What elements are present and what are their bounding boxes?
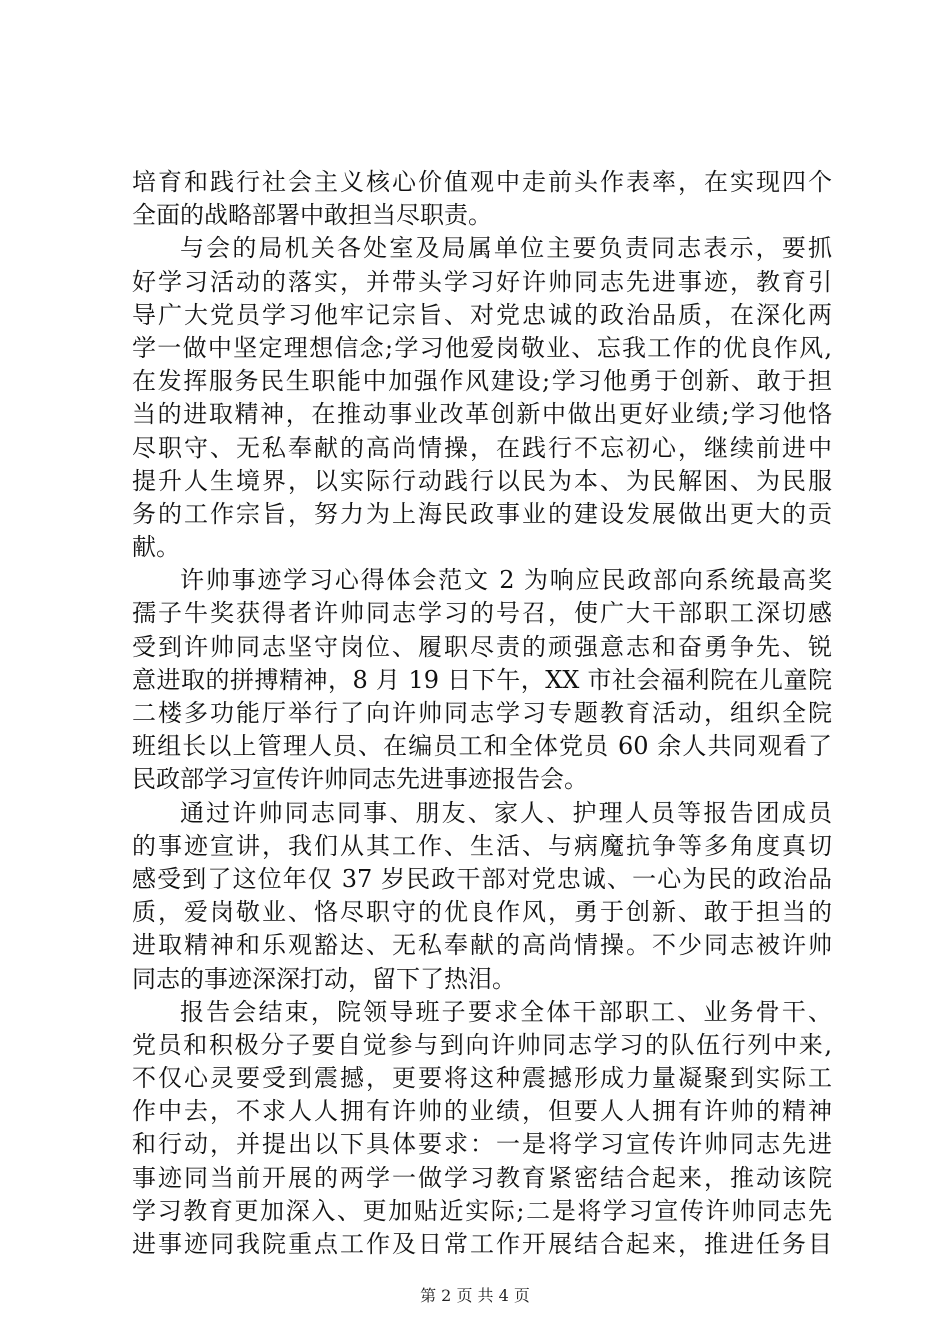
- text-line: 民政部学习宣传许帅同志先进事迹报告会。: [132, 765, 588, 794]
- text-line: 的事迹宣讲，我们从其工作、生活、与病魔抗争等多角度真切: [132, 831, 832, 860]
- text-line: 在发挥服务民生职能中加强作风建设;学习他勇于创新、敢于担: [132, 367, 832, 396]
- text-line: 与会的局机关各处室及局属单位主要负责同志表示，要抓: [180, 234, 832, 263]
- text-line: 学一做中坚定理想信念;学习他爱岗敬业、忘我工作的优良作风,: [132, 333, 832, 362]
- text-line: 通过许帅同志同事、朋友、家人、护理人员等报告团成员: [180, 798, 832, 827]
- text-line: 学习教育更加深入、更加贴近实际;二是将学习宣传许帅同志先: [132, 1196, 832, 1225]
- text-line: 感受到了这位年仅 37 岁民政干部对党忠诚、一心为民的政治品: [132, 864, 832, 893]
- text-line: 党员和积极分子要自觉参与到向许帅同志学习的队伍行列中来,: [132, 1030, 832, 1059]
- text-line: 报告会结束，院领导班子要求全体干部职工、业务骨干、: [180, 997, 832, 1026]
- text-line: 好学习活动的落实，并带头学习好许帅同志先进事迹，教育引: [132, 267, 832, 296]
- text-line: 全面的战略部署中敢担当尽职责。: [132, 201, 492, 230]
- text-line: 不仅心灵要受到震撼，更要将这种震撼形成力量凝聚到实际工: [132, 1064, 832, 1093]
- text-line: 作中去，不求人人拥有许帅的业绩，但要人人拥有许帅的精神: [132, 1097, 832, 1126]
- text-line: 务的工作宗旨，努力为上海民政事业的建设发展做出更大的贡: [132, 499, 832, 528]
- text-line: 导广大党员学习他牢记宗旨、对党忠诚的政治品质，在深化两: [132, 300, 832, 329]
- text-line: 意进取的拼搏精神，8 月 19 日下午，XX 市社会福利院在儿童院: [132, 665, 832, 694]
- text-line: 质，爱岗敬业、恪尽职守的优良作风，勇于创新、敢于担当的: [132, 898, 832, 927]
- text-line: 许帅事迹学习心得体会范文 2 为响应民政部向系统最高奖: [180, 566, 832, 595]
- text-line: 同志的事迹深深打动，留下了热泪。: [132, 964, 516, 993]
- text-line: 孺子牛奖获得者许帅同志学习的号召，使广大干部职工深切感: [132, 599, 832, 628]
- text-line: 和行动，并提出以下具体要求：一是将学习宣传许帅同志先进: [132, 1130, 832, 1159]
- body-text: [132, 166, 832, 1261]
- text-line: 二楼多功能厅举行了向许帅同志学习专题教育活动，组织全院: [132, 699, 832, 727]
- text-line: 事迹同当前开展的两学一做学习教育紧密结合起来，推动该院: [132, 1163, 832, 1192]
- page-footer: 第 2 页 共 4 页: [420, 1286, 530, 1305]
- text-line: 献。: [132, 533, 180, 562]
- text-line: 提升人生境界，以实际行动践行以民为本、为民解困、为民服: [132, 466, 832, 495]
- text-line: 进事迹同我院重点工作及日常工作开展结合起来，推进任务目: [132, 1230, 832, 1258]
- text-line: 尽职守、无私奉献的高尚情操，在践行不忘初心，继续前进中: [132, 433, 832, 462]
- text-line: 受到许帅同志坚守岗位、履职尽责的顽强意志和奋勇争先、锐: [132, 632, 832, 661]
- text-line: 班组长以上管理人员、在编员工和全体党员 60 余人共同观看了: [132, 732, 832, 761]
- text-line: 培育和践行社会主义核心价值观中走前头作表率，在实现四个: [132, 168, 832, 196]
- text-line: 当的进取精神，在推动事业改革创新中做出更好业绩;学习他恪: [132, 400, 832, 429]
- text-line: 进取精神和乐观豁达、无私奉献的高尚情操。不少同志被许帅: [132, 931, 832, 960]
